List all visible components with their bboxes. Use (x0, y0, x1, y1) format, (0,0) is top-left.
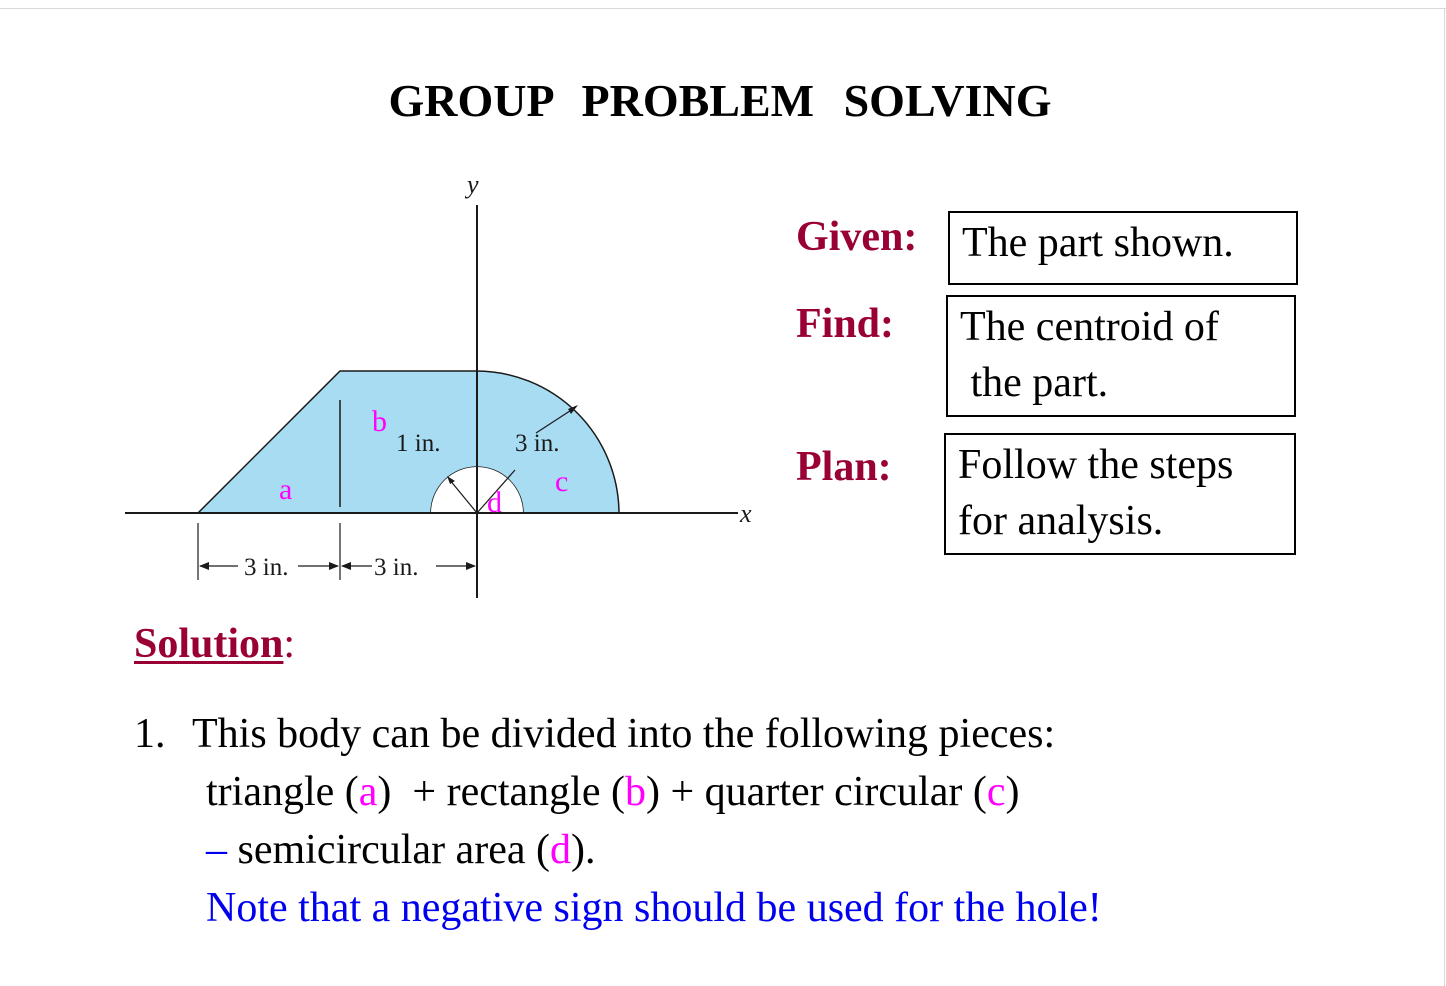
find-box (946, 295, 1296, 417)
minus-sign: – (206, 827, 227, 873)
solution-colon: : (283, 621, 296, 667)
part-figure (0, 0, 800, 620)
page-title: GROUP PROBLEM SOLVING (388, 75, 1052, 126)
step-1-text: This body can be divided into the following pieces: (192, 711, 1056, 757)
piece-text: ) + rectangle ( (377, 769, 625, 815)
dim-left-width: 3 in. (244, 554, 289, 581)
dim-arrowhead (341, 562, 351, 570)
dim-arrowhead (329, 562, 339, 570)
find-text-line2: the part. (960, 360, 1109, 406)
step-1 (134, 705, 1102, 937)
region-label-d: d (487, 486, 502, 519)
piece-text: ) (1005, 769, 1020, 815)
plan-text-line2: for analysis. (958, 498, 1164, 544)
step-number: 1. (134, 711, 166, 757)
piece-label-a: a (358, 769, 378, 815)
piece-label-d: d (549, 827, 571, 873)
given-label: Given: (796, 214, 918, 260)
find-text-line1: The centroid of (960, 304, 1219, 350)
piece-label-c: c (986, 769, 1006, 815)
dim-inner-radius: 1 in. (396, 430, 441, 457)
piece-text: ) + quarter circular ( (645, 769, 987, 815)
piece-text: semicircular area ( (227, 827, 550, 873)
plan-text-line1: Follow the steps (958, 442, 1234, 488)
plan-label: Plan: (796, 444, 892, 490)
region-label-b: b (372, 405, 387, 438)
region-label-a: a (279, 473, 293, 506)
piece-text: triangle ( (206, 769, 359, 815)
given-box (948, 211, 1298, 285)
step-1-line2 (134, 763, 1102, 821)
hole-note: Note that a negative sign should be used for the hole! (206, 885, 1102, 931)
right-border-line (1444, 8, 1445, 986)
step-1-line3 (134, 821, 1102, 879)
dim-outer-radius: 3 in. (515, 430, 560, 457)
solution-label: Solution (134, 621, 284, 667)
dim-arrowhead (199, 562, 209, 570)
solution-heading (134, 620, 295, 668)
piece-label-b: b (624, 769, 646, 815)
dim-right-width: 3 in. (374, 554, 419, 581)
dim-arrowhead (466, 562, 476, 570)
x-axis-label: x (740, 499, 752, 528)
plan-box (944, 433, 1296, 555)
step-1-line1 (134, 705, 1102, 763)
piece-text: ). (570, 827, 596, 873)
region-label-c: c (555, 465, 569, 498)
find-label: Find: (796, 301, 895, 347)
y-axis-label: y (467, 170, 479, 199)
given-text: The part shown. (962, 220, 1234, 266)
